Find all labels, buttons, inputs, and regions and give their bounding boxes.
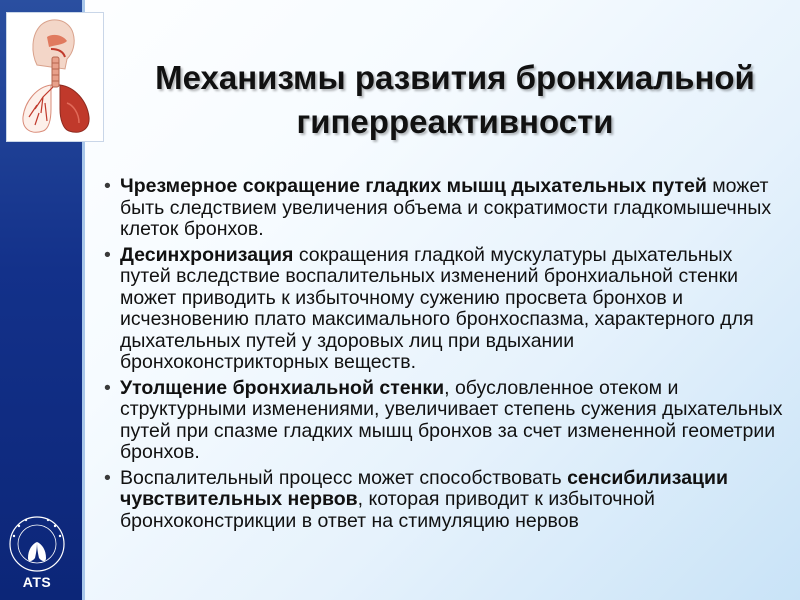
bullet-bold-text: Утолщение бронхиальной стенки	[120, 376, 445, 399]
bullet-text: сокращения гладкой мускулатуры дыхательных путей вследствие воспалительных изменений бронхиальной стенки может приводить к избыточному сужению просвета бронхов и исчезновению плато максимального бронхоспазма, характерного для дыхательных путей у здоровых лиц при вдыхании бронхоконстрикторных веществ.	[120, 243, 754, 373]
bullet-item	[100, 378, 785, 464]
bullet-item	[100, 245, 785, 374]
bullet-bold-text: сенсибилизации чувствительных нервов	[120, 466, 729, 510]
bullet-text: Воспалительный процесс может способствовать	[120, 466, 568, 489]
bullet-bold-text: Чрезмерное сокращение гладких мышц дыхательных путей	[120, 175, 707, 197]
bullet-list	[100, 176, 785, 536]
bullet-text: , которая приводит к избыточной бронхоконстрикции в ответ на стимуляцию нервов	[120, 488, 655, 532]
ats-abbreviation: ATS	[22, 574, 52, 590]
bullet-item	[100, 176, 785, 241]
ats-logo	[6, 512, 78, 596]
bullet-text: может быть следствием увеличения объема и сократимости гладкомышечных клеток бронхов.	[120, 175, 772, 240]
respiratory-anatomy-icon	[6, 12, 104, 142]
bullet-bold-text: Десинхронизация	[120, 243, 294, 266]
bullet-text: , обусловленное отеком и структурными изменениями, увеличивает степень сужения дыхательных путей при спазме гладких мышц бронхов за счет измененной геометрии бронхов.	[120, 376, 783, 463]
bullet-item	[100, 468, 785, 533]
slide-title: Механизмы развития бронхиальной гиперреактивности	[155, 59, 755, 140]
